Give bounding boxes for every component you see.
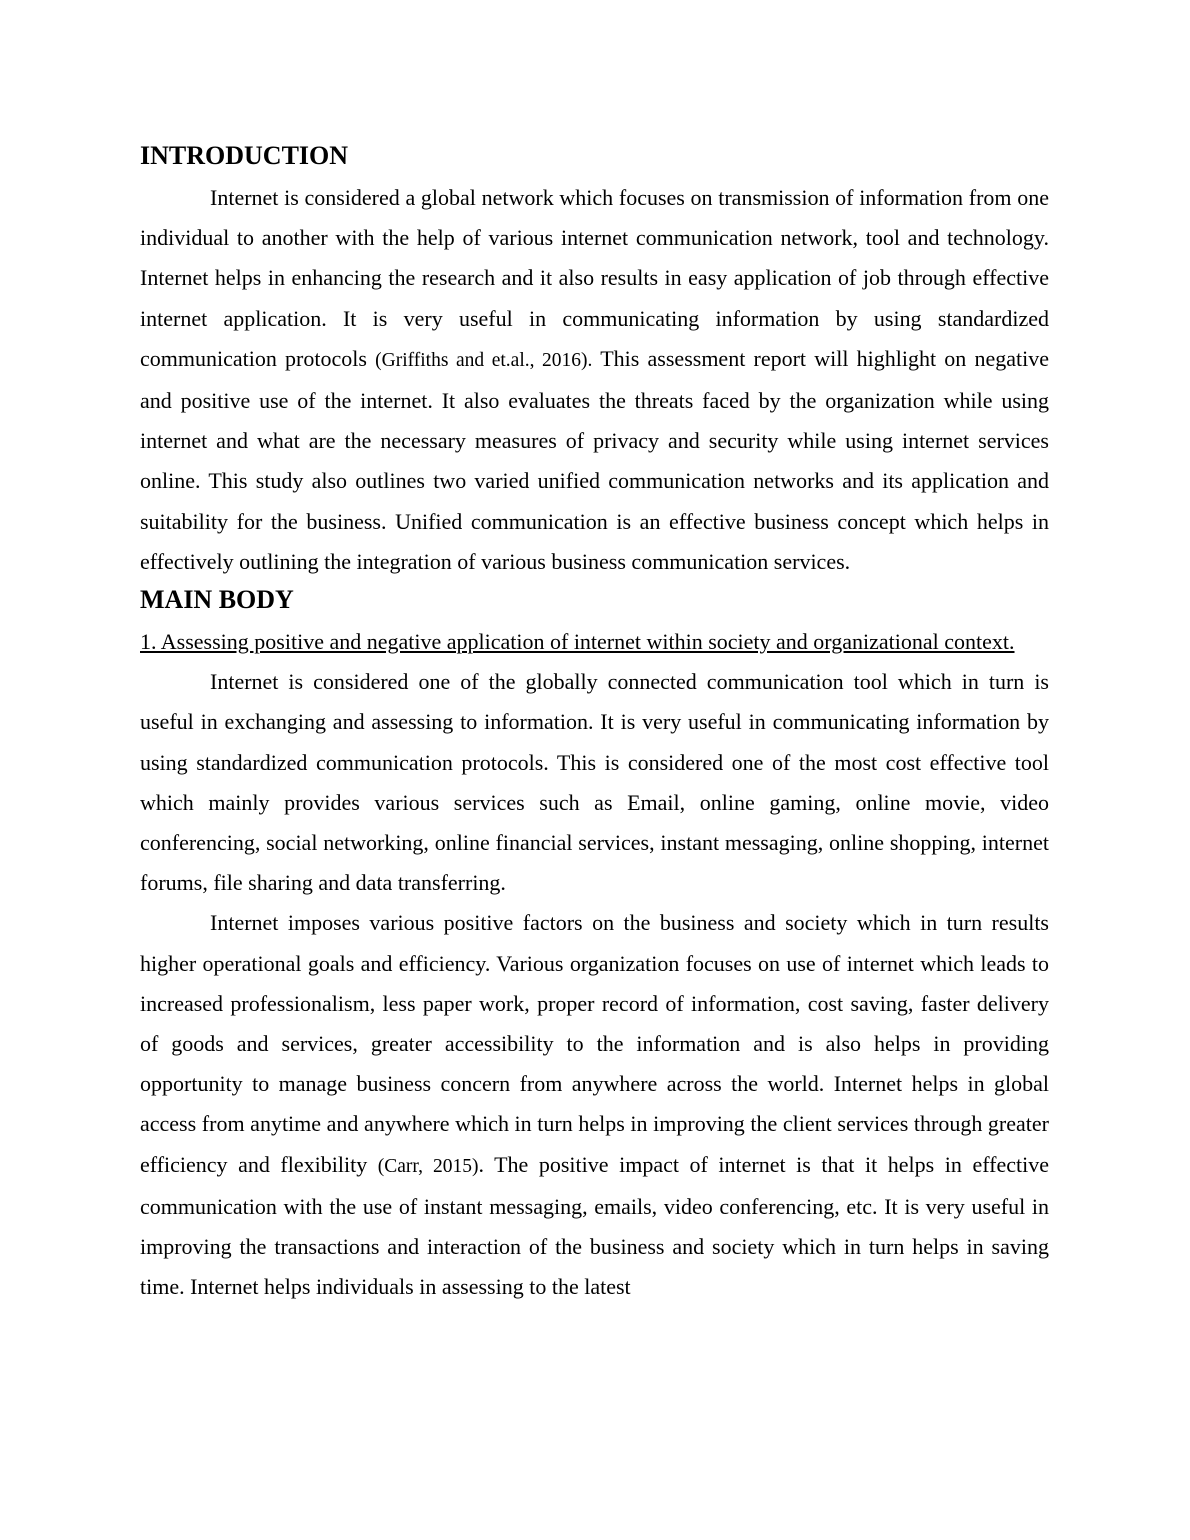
section-1-paragraph-1: Internet is considered one of the globally connected communication tool which in turn is useful in exchanging and assessing to information. It is very useful in communicating information by using standardized communication protocols. This is considered one of the most cost effective tool which mainly provides various services such as Email, online gaming, online movie, video conferencing, social networking, online financial services, instant messaging, online shopping, internet forums, file sharing and data transferring. — [140, 669, 1049, 896]
main-body-heading: MAIN BODY — [140, 585, 294, 615]
introduction-citation: (Griffiths and et.al., 2016). — [375, 349, 593, 371]
introduction-heading: INTRODUCTION — [140, 141, 349, 170]
section-1-title: 1. Assessing positive and negative application of internet within society and organizational context. — [140, 629, 1015, 655]
paragraph-2-citation: (Carr, 2015) — [377, 1155, 479, 1177]
introduction-text-part1: Internet is considered a global network which focuses on transmission of information from one individual to another with the help of various internet communication network, tool and technology. Internet helps in enhancing the research and it also results in easy application of job through effective internet application. It is very useful in communicating information by using standardized communication protocols — [140, 185, 1049, 371]
paragraph-2-text-part2: . The positive impact of internet is that it helps in effective communication with the use of instant messaging, emails, video conferencing, etc. It is very useful in improving the transactions and interaction of the business and society which in turn helps in saving time. Internet helps individuals in assessing to the latest — [140, 1151, 1049, 1300]
paragraph-2-text-part1: Internet imposes various positive factors on the business and society which in turn results higher operational goals and efficiency. Various organization focuses on use of internet which leads to increased professionalism, less paper work, proper record of information, cost saving, faster delivery of goods and services, greater accessibility to the information and is also helps in providing opportunity to manage business concern from anywhere across the world. Internet helps in global access from anytime and anywhere which in turn helps in improving the client services through greater efficiency and flexibility — [140, 910, 1049, 1177]
section-1-paragraph-2 — [140, 903, 1049, 1307]
introduction-text-part2: This assessment report will highlight on negative and positive use of the internet. It also evaluates the threats faced by the organization while using internet and what are the necessary measures of privacy and security while using internet services online. This study also outlines two varied unified communication networks and its application and suitability for the business. Unified communication is an effective business concept which helps in effectively outlining the integration of various business communication services. — [140, 345, 1050, 574]
document-page — [140, 138, 1049, 1307]
introduction-paragraph — [140, 178, 1049, 582]
